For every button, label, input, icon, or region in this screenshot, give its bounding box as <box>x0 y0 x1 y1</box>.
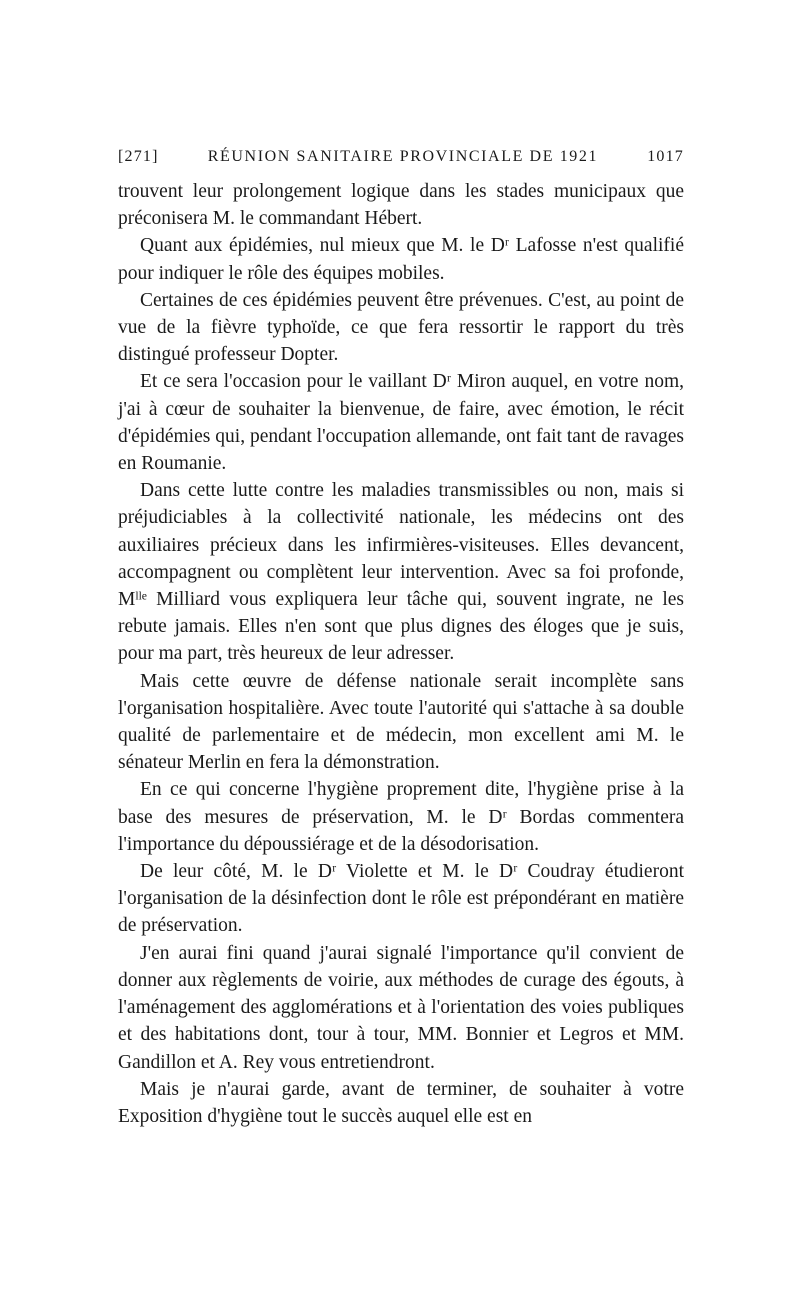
body-text <box>118 178 684 1130</box>
paragraph: Mais cette œuvre de défense nationale serait incomplète sans l'organisation hospitalière. Avec toute l'autorité qui s'attache à sa double qualité de parlementaire et de médecin, mon excellent ami M. le sénateur Merlin en fera la démonstration. <box>118 670 684 774</box>
paragraph: Et ce sera l'occasion pour le vaillant Dʳ Miron auquel, en votre nom, j'ai à cœur de souhaiter la bienvenue, de faire, avec émotion, le récit d'épidémies qui, pendant l'occupation allemande, ont fait tant de ravages en Roumanie. <box>118 371 684 475</box>
paragraph: Dans cette lutte contre les maladies transmissibles ou non, mais si préjudiciables à la collectivité nationale, les médecins ont des auxiliaires précieux dans les infirmières-visiteuses. Elles devancent, accompagnent ou complètent leur intervention. Avec sa foi profonde, Mˡˡᵉ Milliard vous expliquera leur tâche qui, souvent ingrate, ne les rebute jamais. Elles n'en sont que plus dignes des éloges que je suis, pour ma part, très heureux de leur adresser. <box>118 480 684 665</box>
paragraph: En ce qui concerne l'hygiène proprement dite, l'hygiène prise à la base des mesures de préservation, M. le Dʳ Bordas commentera l'importance du dépoussiérage et de la désodorisation. <box>118 779 684 855</box>
header-title: RÉUNION SANITAIRE PROVINCIALE DE 1921 <box>207 148 599 165</box>
paragraph: Mais je n'aurai garde, avant de terminer, de souhaiter à votre Exposition d'hygiène tout le succès auquel elle est en <box>118 1078 684 1127</box>
document-page <box>118 148 684 1130</box>
paragraph: J'en aurai fini quand j'aurai signalé l'importance qu'il convient de donner aux règlements de voirie, aux méthodes de curage des égouts, à l'aménagement des agglomérations et à l'orientation des voies publiques et des habitations dont, tour à tour, MM. Bonnier et Legros et MM. Gandillon et A. Rey vous entretiendront. <box>118 942 684 1073</box>
running-header <box>118 148 684 166</box>
header-section-number: [271] <box>118 148 159 165</box>
paragraph: Certaines de ces épidémies peuvent être prévenues. C'est, au point de vue de la fièvre typhoïde, ce que fera ressortir le rapport du très distingué professeur Dopter. <box>118 289 684 366</box>
paragraph: De leur côté, M. le Dʳ Violette et M. le Dʳ Coudray étudieront l'organisation de la désinfection dont le rôle est prépondérant en matière de préservation. <box>118 861 684 937</box>
paragraph: Quant aux épidémies, nul mieux que M. le Dʳ Lafosse n'est qualifié pour indiquer le rôle des équipes mobiles. <box>118 235 684 284</box>
page-number: 1017 <box>647 148 684 165</box>
paragraph: trouvent leur prolongement logique dans les stades municipaux que préconisera M. le commandant Hébert. <box>118 181 684 230</box>
